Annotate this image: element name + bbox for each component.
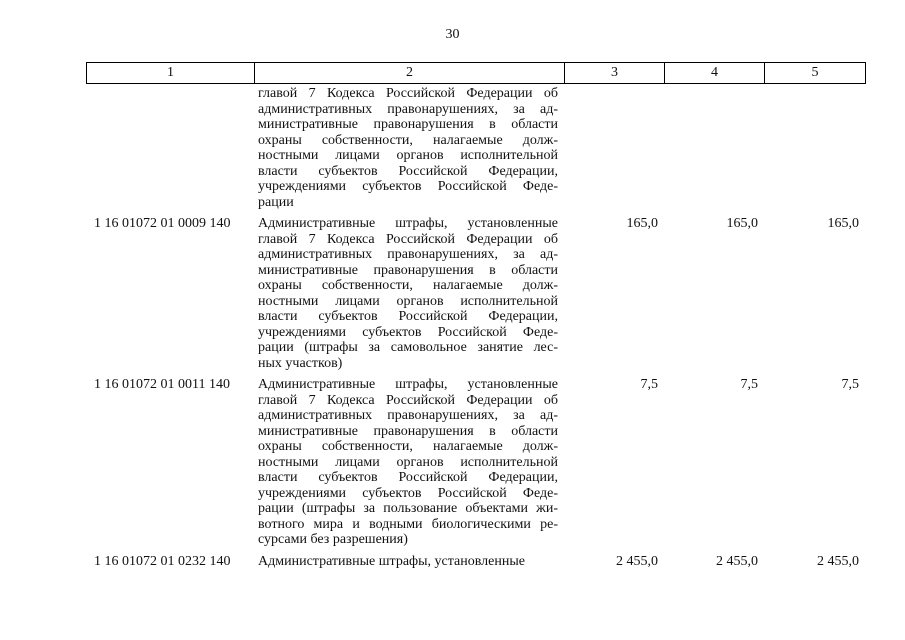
description-line: власти субъектов Российской Федерации, (258, 309, 558, 324)
page-number: 30 (445, 27, 460, 42)
amount-col5: 7,5 (841, 377, 859, 392)
amount-col5: 2 455,0 (817, 553, 859, 569)
header-col-2: 2 (255, 63, 565, 84)
description-line: учреждениями субъектов Российской Феде- (258, 485, 558, 501)
budget-code: 1 16 01072 01 0009 140 (94, 216, 231, 231)
description-line: административных правонарушениях, за ад- (258, 408, 558, 423)
budget-code: 1 16 01072 01 0011 140 (94, 377, 230, 392)
description-line: Административные штрафы, установленные (258, 377, 558, 392)
table-header (86, 62, 866, 84)
description-line: охраны собственности, налагаемые долж- (258, 278, 558, 293)
description-line: главой 7 Кодекса Российской Федерации об (258, 392, 558, 408)
description-line: ностными лицами органов исполнительной (258, 293, 558, 309)
description-line: власти субъектов Российской Федерации, (258, 163, 558, 179)
amount-col3: 7,5 (640, 377, 658, 392)
amount-col3 (564, 86, 664, 210)
description (254, 554, 564, 570)
amount-col4: 2 455,0 (716, 553, 758, 569)
description-line: Административные штрафы, установленные (258, 553, 525, 569)
amount-col4 (664, 86, 764, 210)
budget-code (86, 86, 254, 210)
description (254, 216, 564, 371)
table-row (86, 216, 865, 371)
amount-col5 (764, 86, 865, 210)
amount-col3: 165,0 (626, 216, 658, 231)
amount-col4: 165,0 (726, 216, 758, 231)
description-line: министративные правонарушения в области (258, 117, 558, 132)
table-row (86, 377, 865, 548)
budget-code: 1 16 01072 01 0232 140 (94, 553, 231, 569)
amount-col5: 165,0 (827, 216, 859, 231)
description-line: охраны собственности, налагаемые долж- (258, 132, 558, 148)
description-line: рации (258, 194, 294, 210)
description-line: охраны собственности, налагаемые долж- (258, 439, 558, 454)
description-line: ностными лицами органов исполнительной (258, 454, 558, 470)
description-line: рации (штрафы за пользование объектами жи- (258, 501, 558, 516)
header-col-4: 4 (665, 63, 765, 84)
description-line: ных участков) (258, 355, 343, 371)
amount-col3: 2 455,0 (616, 553, 658, 569)
table-body (86, 86, 865, 569)
header-col-5: 5 (765, 63, 866, 84)
description-line: рации (штрафы за самовольное занятие лес- (258, 340, 558, 355)
description-line: учреждениями субъектов Российской Феде- (258, 324, 558, 340)
description-line: вотного мира и водными биологическими ре- (258, 516, 558, 532)
description (254, 86, 564, 210)
description-line: ностными лицами органов исполнительной (258, 148, 558, 163)
description-line: административных правонарушениях, за ад- (258, 247, 558, 262)
description-line: главой 7 Кодекса Российской Федерации об (258, 86, 558, 101)
description-line: министративные правонарушения в области (258, 423, 558, 439)
description-line: административных правонарушениях, за ад- (258, 101, 558, 117)
header-col-3: 3 (565, 63, 665, 84)
description-line: Административные штрафы, установленные (258, 216, 558, 231)
table-row (86, 554, 865, 570)
description-line: министративные правонарушения в области (258, 262, 558, 278)
description-line: главой 7 Кодекса Российской Федерации об (258, 231, 558, 247)
description (254, 377, 564, 548)
amount-col4: 7,5 (740, 377, 758, 392)
table-row (86, 86, 865, 210)
description-line: учреждениями субъектов Российской Феде- (258, 179, 558, 194)
description-line: сурсами без разрешения) (258, 532, 408, 547)
description-line: власти субъектов Российской Федерации, (258, 470, 558, 485)
header-col-1: 1 (87, 63, 255, 84)
